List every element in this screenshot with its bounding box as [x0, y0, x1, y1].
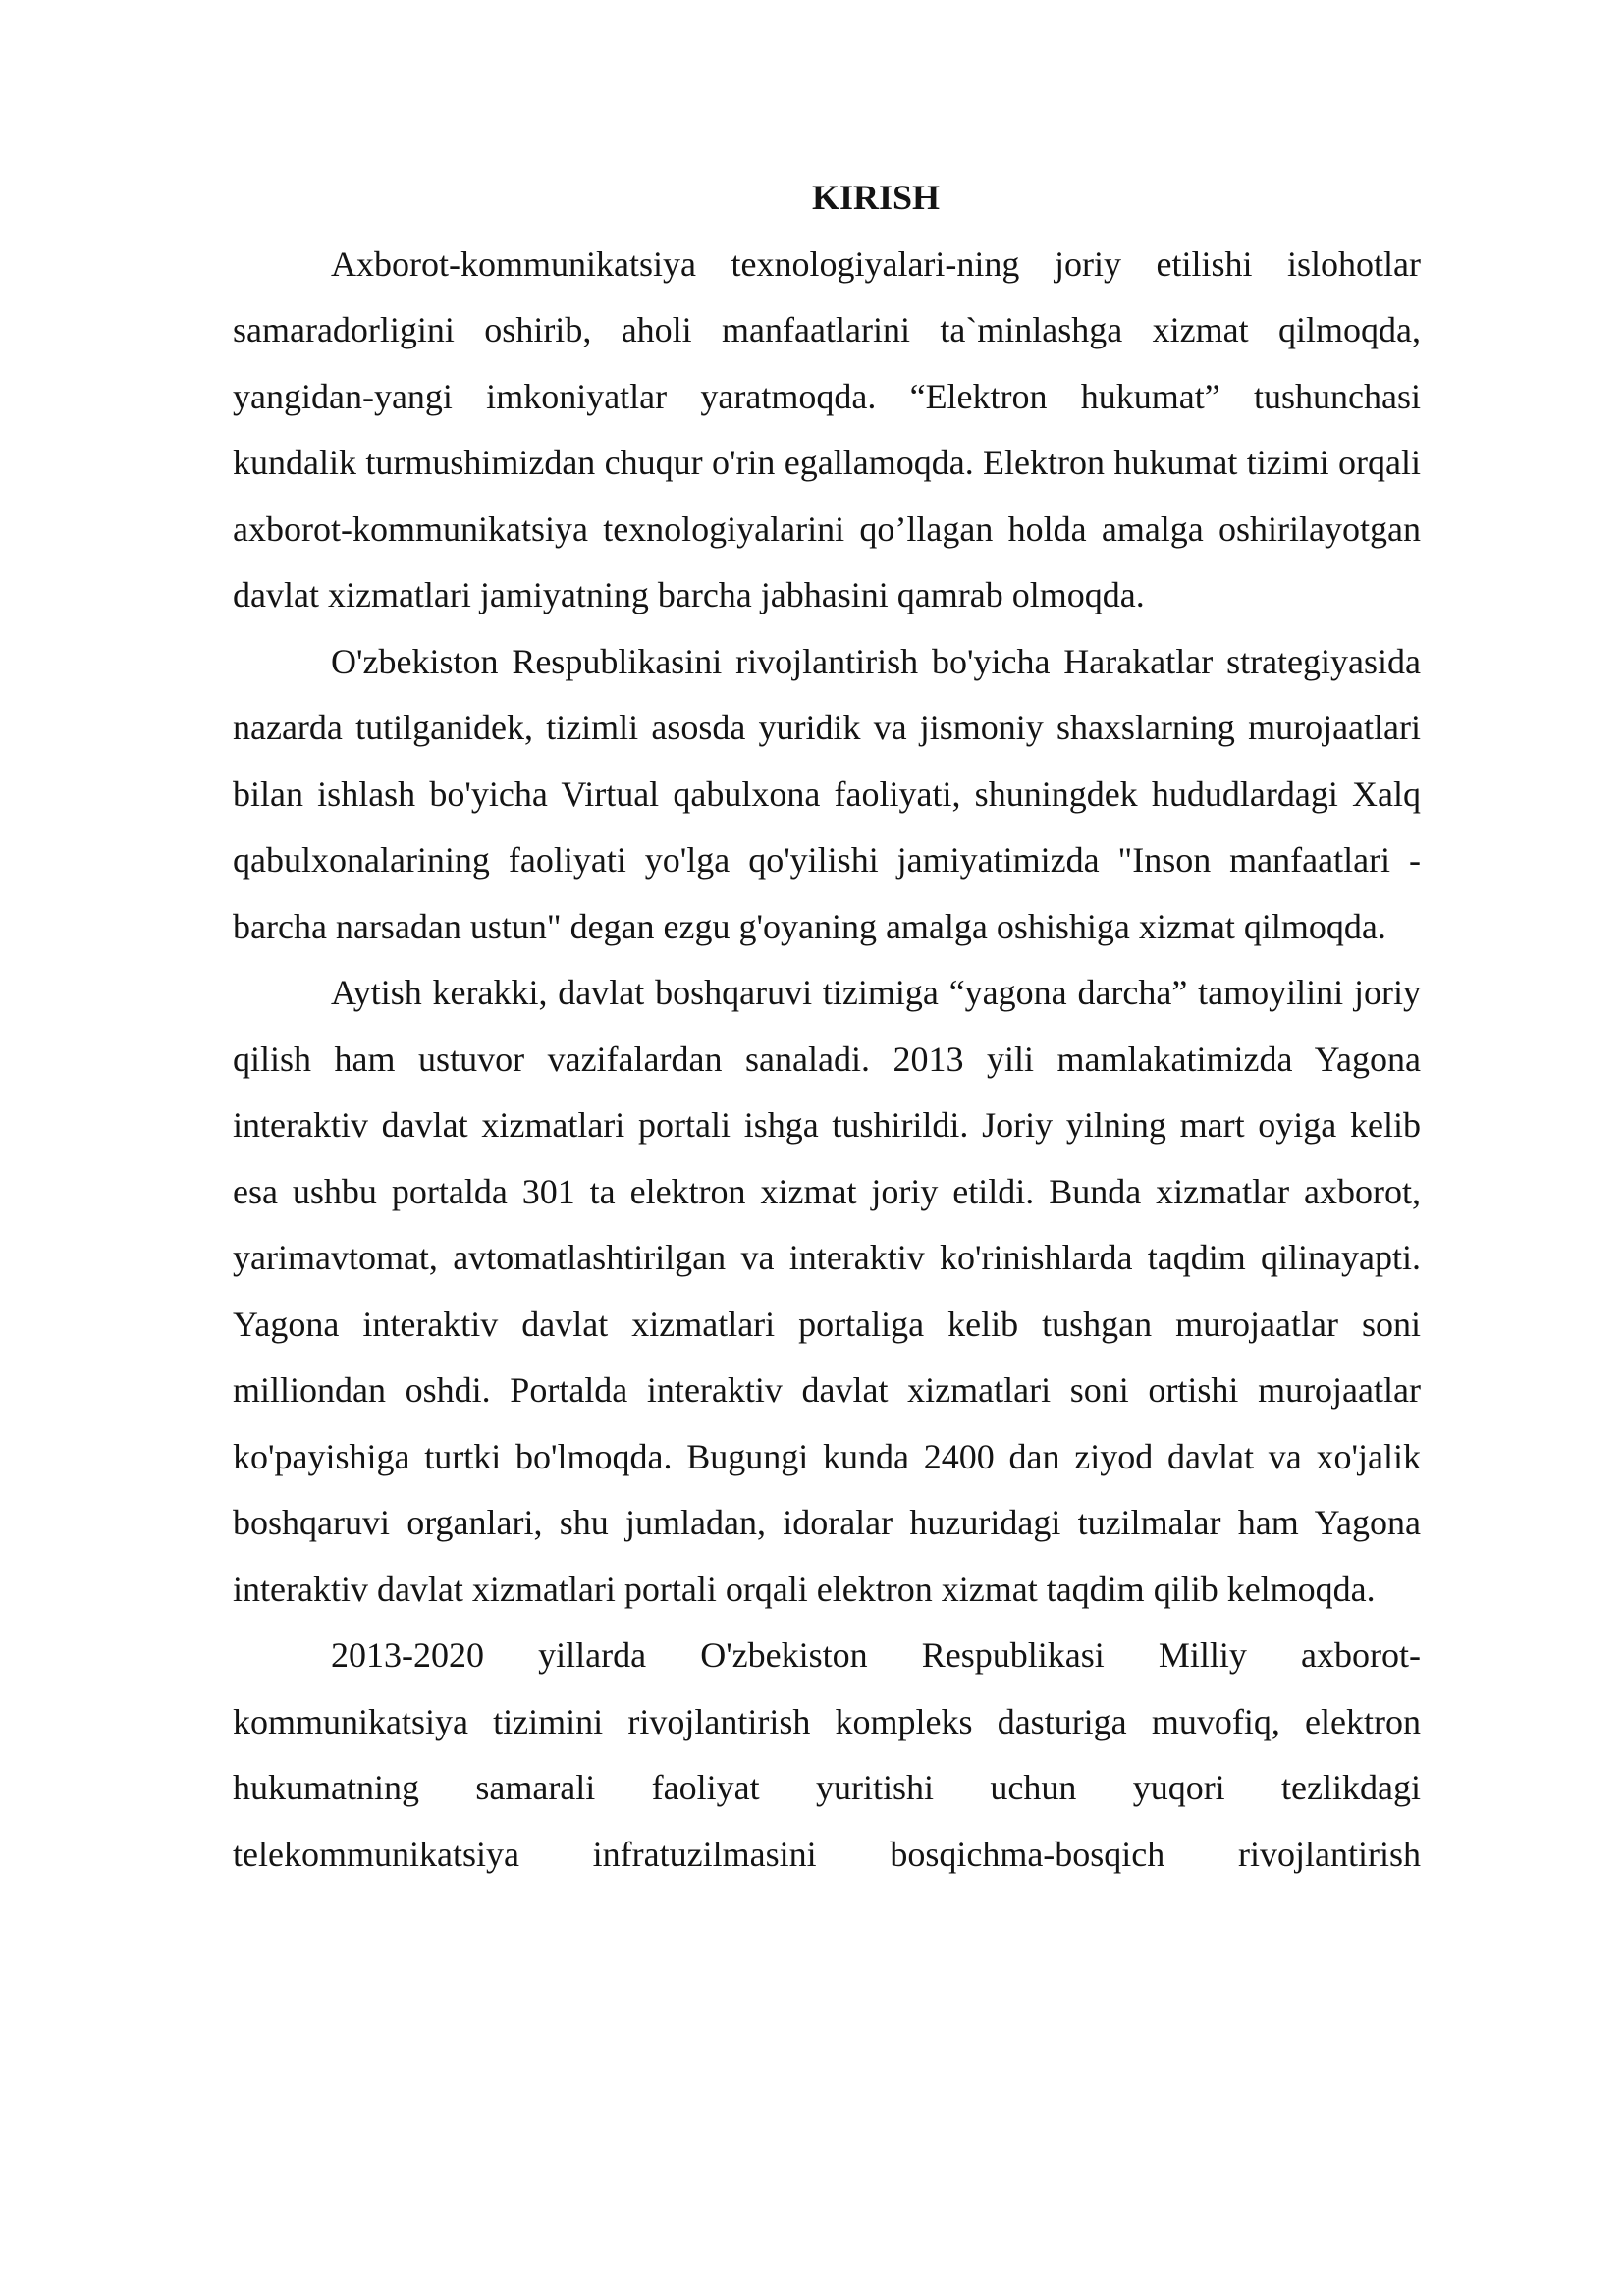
paragraph-1: Axborot-kommunikatsiya texnologiyalari-ning joriy etilishi islohotlar samaradorligini oshirib, aholi manfaatlarini ta`minlashga xizmat qilmoqda, yangidan-yangi imkoniyatlar yaratmoqda. “Elektron hukumat” tushunchasi kundalik turmushimizdan chuqur o'rin egallamoqda. Elektron hukumat tizimi orqali axborot-kommunikatsiya texnologiyalarini qo’llagan holda amalga oshirilayotgan davlat xizmatlari jamiyatning barcha jabhasini qamrab olmoqda. — [233, 243, 1421, 614]
paragraph-4: 2013-2020 yillarda O'zbekiston Respublikasi Milliy axborot-kommunikatsiya tizimini rivojlantirish kompleks dasturiga muvofiq, elektron hukumatning samarali faoliyat yuritishi uchun yuqori tezlikdagi telekommunikatsiya infratuzilmasini bosqichma-bosqich rivojlantirish — [233, 1635, 1421, 1874]
paragraph-2: O'zbekiston Respublikasini rivojlantirish bo'yicha Harakatlar strategiyasida nazarda tutilganidek, tizimli asosda yuridik va jismoniy shaxslarning murojaatlari bilan ishlash bo'yicha Virtual qabulxona faoliyati, shuningdek hududlardagi Xalq qabulxonalarining faoliyati yo'lga qo'yilishi jamiyatimizda "Inson manfaatlari - barcha narsadan ustun" degan ezgu g'oyaning amalga oshishiga xizmat qilmoqda. — [233, 641, 1421, 946]
document-body — [233, 165, 1421, 1888]
document-title: KIRISH — [811, 178, 941, 217]
paragraph-3: Aytish kerakki, davlat boshqaruvi tizimiga “yagona darcha” tamoyilini joriy qilish ham ustuvor vazifalardan sanaladi. 2013 yili mamlakatimizda Yagona interaktiv davlat xizmatlari portali ishga tushirildi. Joriy yilning mart oyiga kelib esa ushbu portalda 301 ta elektron xizmat joriy etildi. Bunda xizmatlar axborot, yarimavtomat, avtomatlashtirilgan va interaktiv ko'rinishlarda taqdim qilinayapti. Yagona interaktiv davlat xizmatlari portaliga kelib tushgan murojaatlar soni milliondan oshdi. Portalda interaktiv davlat xizmatlari soni ortishi murojaatlar ko'payishiga turtki bo'lmoqda. Bugungi kunda 2400 dan ziyod davlat va xo'jalik boshqaruvi organlari, shu jumladan, idoralar huzuridagi tuzilmalar ham Yagona interaktiv davlat xizmatlari portali orqali elektron xizmat taqdim qilib kelmoqda. — [233, 973, 1421, 1609]
